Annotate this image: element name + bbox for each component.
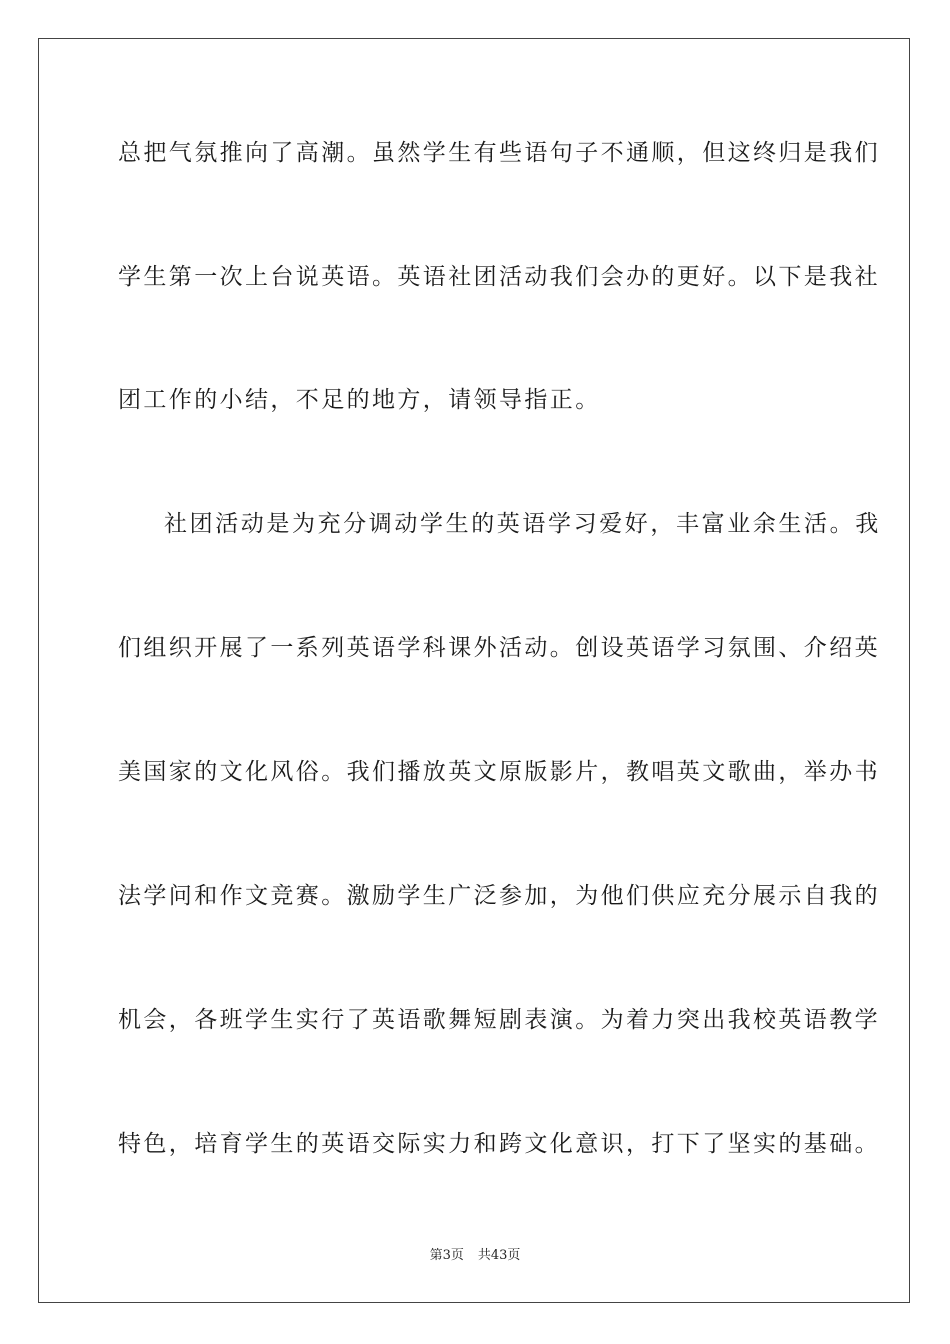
text-line: 特色，培育学生的英语交际实力和跨文化意识，打下了坚实的基础。: [118, 1131, 880, 1157]
text-line: 总把气氛推向了高潮。虽然学生有些语句子不通顺，但这终归是我们: [118, 140, 880, 166]
page-footer: [0, 1247, 950, 1265]
page-border: [38, 38, 910, 1303]
text-line: 学生第一次上台说英语。英语社团活动我们会办的更好。以下是我社: [118, 264, 880, 290]
text-line: 团工作的小结，不足的地方，请领导指正。: [118, 387, 601, 413]
text-line: 美国家的文化风俗。我们播放英文原版影片，教唱英文歌曲，举办书: [118, 759, 880, 785]
text-line: 法学问和作文竞赛。激励学生广泛参加，为他们供应充分展示自我的: [118, 883, 880, 909]
text-line: 机会，各班学生实行了英语歌舞短剧表演。为着力突出我校英语教学: [118, 1007, 880, 1033]
paragraph-first-line: 社团活动是为充分调动学生的英语学习爱好，丰富业余生活。我: [164, 511, 881, 537]
page-number: 第3页: [429, 1248, 464, 1263]
page-total: 共43页: [477, 1248, 521, 1263]
text-line: 们组织开展了一系列英语学科课外活动。创设英语学习氛围、介绍英: [118, 635, 880, 661]
